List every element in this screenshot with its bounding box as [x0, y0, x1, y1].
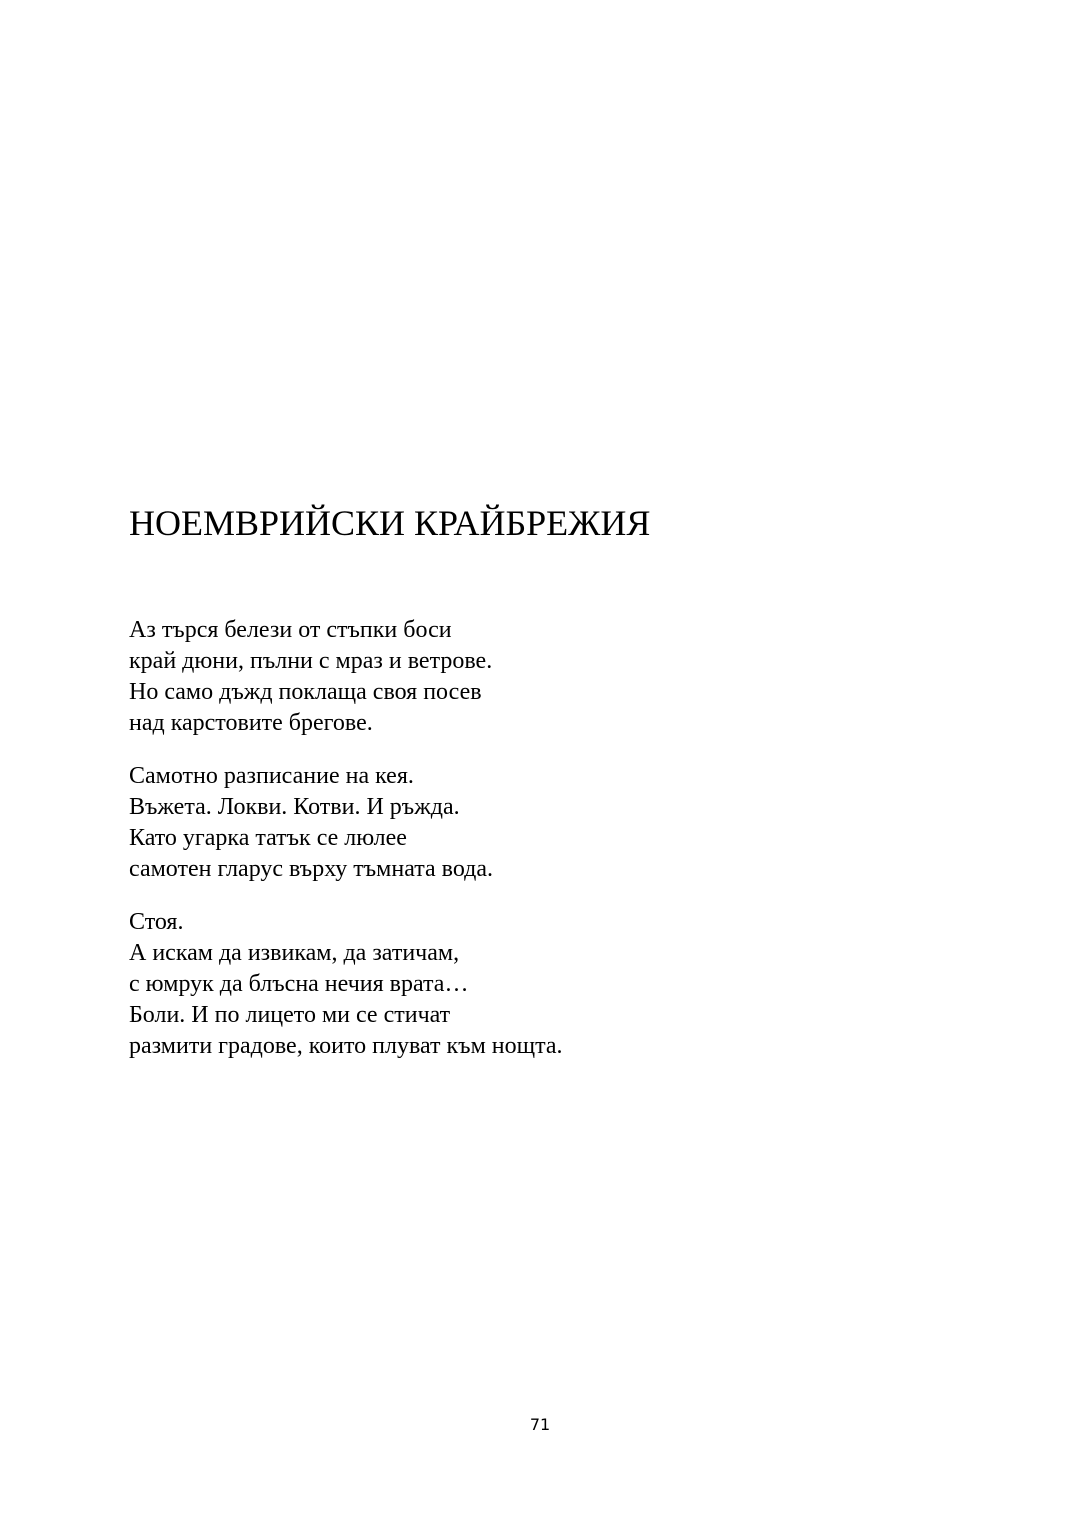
stanza-2 [129, 761, 1009, 885]
page-number: 71 [529, 1415, 551, 1434]
poem-line: с юмрук да блъсна нечия врата… [129, 971, 469, 997]
poem-line: Стоя. [129, 909, 184, 935]
poem-line: над карстовите брегове. [129, 710, 373, 736]
stanza-3 [129, 907, 1009, 1062]
poem-line: Самотно разписание на кея. [129, 763, 414, 789]
poem-line: А искам да извикам, да затичам, [129, 940, 460, 966]
poem-body [129, 615, 1009, 1062]
poem-line: край дюни, пълни с мраз и ветрове. [129, 648, 493, 674]
poem-line: Аз търся белези от стъпки боси [129, 617, 452, 643]
poem-line: размити градове, които плуват към нощта. [129, 1033, 563, 1059]
poem-line: Но само дъжд поклаща своя посев [129, 679, 482, 705]
poem-line: самотен гларус върху тъмната вода. [129, 856, 494, 882]
stanza-1 [129, 615, 1009, 739]
poem-title: НОЕМВРИЙСКИ КРАЙБРЕЖИЯ [129, 503, 651, 543]
poem-line: Въжета. Локви. Котви. И ръжда. [129, 794, 460, 820]
poem-line: Като угарка татък се люлее [129, 825, 407, 851]
poem-line: Боли. И по лицето ми се стичат [129, 1002, 451, 1028]
